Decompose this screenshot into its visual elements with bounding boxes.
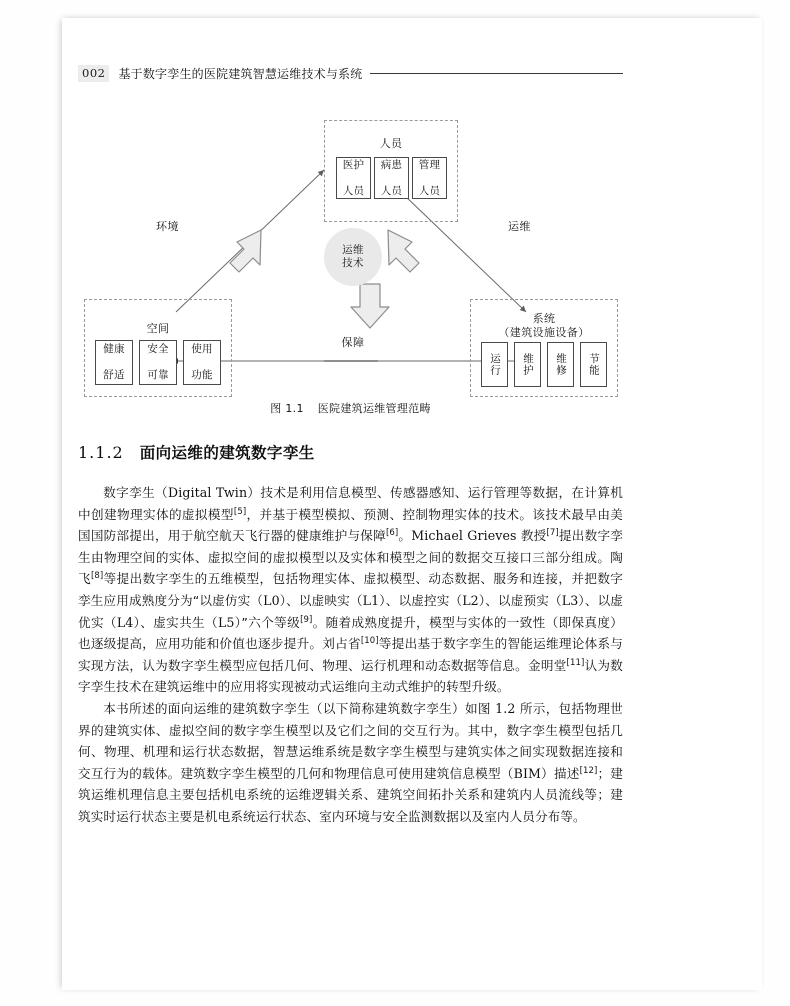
people-cell-manager-line1: 管理 (418, 158, 441, 171)
people-cell-manager-line2: 人员 (418, 184, 441, 197)
people-box-title: 人员 (379, 137, 403, 150)
figure-caption-text: 医院建筑运维管理范畴 (317, 402, 431, 415)
body-text (78, 482, 623, 828)
core-circle-line2: 技术 (342, 257, 364, 269)
people-cell-patient-line2: 人员 (380, 184, 403, 197)
system-cell-operation-label: 运行 (489, 353, 501, 376)
section-heading (78, 441, 315, 463)
space-cell-safety (139, 340, 177, 385)
arrow-left-shape (230, 230, 261, 272)
core-circle-om-technology (324, 228, 382, 286)
running-head-title: 基于数字孪生的医院建筑智慧运维技术与系统 (118, 66, 363, 81)
figure-caption-label: 图 1.1 (270, 402, 304, 415)
system-cell-energy (580, 342, 607, 387)
system-box-title-line2: （建筑设施设备） (498, 326, 590, 339)
space-cell-function (183, 340, 221, 385)
edge-label-assurance: 保障 (341, 336, 365, 349)
people-cell-medical-line1: 医护 (342, 158, 365, 171)
space-cell-function-line2: 功能 (191, 369, 213, 381)
figure-canvas (78, 112, 623, 397)
people-cell-patient (374, 157, 409, 199)
system-cell-maintenance (514, 342, 541, 387)
arrow-right-shape (388, 230, 419, 272)
people-cell-patient-line1: 病患 (380, 158, 403, 171)
system-cell-repair-label: 维修 (555, 353, 567, 376)
edge-label-environment: 环境 (156, 220, 179, 233)
figure-caption (78, 400, 623, 416)
people-cell-medical (336, 157, 371, 199)
people-cell-medical-line2: 人员 (342, 184, 365, 197)
system-cell-maintenance-label: 维护 (522, 353, 534, 376)
people-cell-manager (412, 157, 447, 199)
section-title: 面向运维的建筑数字孪生 (139, 444, 315, 462)
space-cell-comfort-line2: 舒适 (103, 369, 125, 381)
system-box-title (471, 312, 617, 340)
figure-1-1 (78, 112, 623, 424)
space-cell-comfort (95, 340, 133, 385)
edge-label-om: 运维 (508, 220, 531, 233)
page-number: 002 (78, 65, 109, 82)
space-cell-comfort-line1: 健康 (103, 343, 125, 355)
space-cell-safety-line1: 安全 (147, 343, 169, 355)
core-circle-line1: 运维 (342, 244, 364, 256)
paragraph-2: 本书所述的面向运维的建筑数字孪生（以下简称建筑数字孪生）如图 1.2 所示，包括物理世界的建筑实体、虚拟空间的数字孪生模型以及它们之间的交互行为。其中，数字孪生模型包括几何、物理、机理和运行状态数据，智慧运维系统是数字孪生模型与建筑实体之间实现数据连接和交互行为的载体。建筑数字孪生模型的几何和物理信息可使用建筑信息模型（BIM）描述[12]；建筑运维机理信息主要包括机电系统的运维逻辑关系、建筑空间拓扑关系和建筑内人员流线等；建筑实时运行状态主要是机电系统运行状态、室内环境与安全监测数据以及室内人员分布等。 (78, 700, 623, 824)
paragraph-1: 数字孪生（Digital Twin）技术是利用信息模型、传感器感知、运行管理等数据，在计算机中创建物理实体的虚拟模型[5]，并基于模型模拟、预测、控制物理实体的技术。该技术最早由美国国防部提出，用于航空航天飞行器的健康维护与保障[6]。Michael Grieves 教授[7]提出数字孪生由物理空间的实体、虚拟空间的虚拟模型以及实体和模型之间的数据交互接口三部分组成。陶飞[8]等提出数字孪生的五维模型，包括物理实体、虚拟模型、动态数据、服务和连接，并把数字孪生应用成熟度分为“以虚仿实（L0）、以虚映实（L1）、以虚控实（L2）、以虚预实（L3）、以虚优实（L4）、虚实共生（L5）”六个等级[9]。随着成熟度提升，模型与实体的一致性（即保真度）也逐级提高，应用功能和价值也逐步提升。刘占省[10]等提出基于数字孪生的智能运维理论体系与实现方法，认为数字孪生模型应包括几何、物理、运行机理和动态数据等信息。金明堂[11]认为数字孪生技术在建筑运维中的应用将实现被动式运维向主动式维护的转型升级。 (78, 485, 624, 695)
running-head-rule (370, 73, 623, 74)
space-box-title: 空间 (146, 322, 170, 335)
running-head (78, 62, 623, 84)
arrow-down-shape (351, 284, 389, 328)
system-cell-energy-label: 节能 (588, 353, 600, 376)
system-cell-repair (547, 342, 574, 387)
section-number: 1.1.2 (78, 443, 124, 462)
space-cell-function-line1: 使用 (191, 343, 213, 355)
system-box-title-line1: 系统 (532, 312, 556, 325)
system-cell-operation (481, 342, 508, 387)
space-cell-safety-line2: 可靠 (147, 369, 169, 381)
